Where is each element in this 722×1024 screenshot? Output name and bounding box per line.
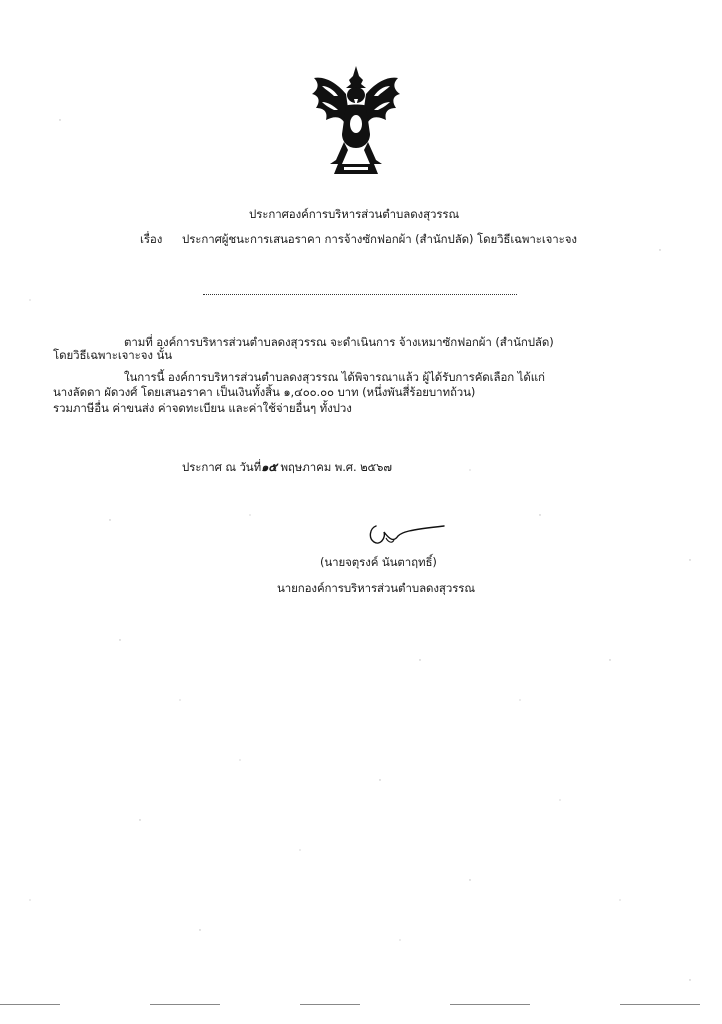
paragraph-2-line-1: ในการนี้ องค์การบริหารส่วนตำบลดงสุวรรณ ได้พิจารณาแล้ว ผู้ได้รับการคัดเลือก ได้แก่ — [124, 370, 545, 384]
scan-edge-line — [450, 1004, 530, 1005]
scan-edge-line — [150, 1004, 220, 1005]
signatory-position: นายกองค์การบริหารส่วนตำบลดงสุวรรณ — [277, 581, 475, 595]
scan-edge-line — [300, 1004, 360, 1005]
paragraph-1-line-1: ตามที่ องค์การบริหารส่วนตำบลดงสุวรรณ จะดำเนินการ จ้างเหมาซักฟอกผ้า (สำนักปลัด) — [124, 335, 554, 349]
date-prefix: ประกาศ ณ วันที่ — [182, 460, 262, 474]
date-month-year: พฤษภาคม พ.ศ. ๒๕๖๗ — [280, 460, 392, 474]
paragraph-2-line-3: รวมภาษีอื่น ค่าขนส่ง ค่าจดทะเบียน และค่าใช้จ่ายอื่นๆ ทั้งปวง — [53, 401, 352, 415]
paragraph-1-line-2: โดยวิธีเฉพาะเจาะจง นั้น — [53, 348, 172, 362]
signatory-name: (นายจตุรงค์ นันตาฤทธิ์) — [320, 555, 437, 569]
scan-edge-line — [0, 1004, 60, 1005]
subject-text: ประกาศผู้ชนะการเสนอราคา การจ้างซักฟอกผ้า (สำนักปลัด) โดยวิธีเฉพาะเจาะจง — [182, 232, 577, 246]
announcement-title: ประกาศองค์การบริหารส่วนตำบลดงสุวรรณ — [249, 207, 460, 221]
date-day: ๑๕ — [261, 460, 277, 474]
scan-edge-line — [620, 1004, 700, 1005]
paragraph-2-line-2: นางลัดดา ผัดวงศ์ โดยเสนอราคา เป็นเงินทั้งสิ้น ๑,๔๐๐.๐๐ บาท (หนึ่งพันสี่ร้อยบาทถ้วน) — [53, 385, 476, 399]
subject-label: เรื่อง — [140, 232, 163, 246]
